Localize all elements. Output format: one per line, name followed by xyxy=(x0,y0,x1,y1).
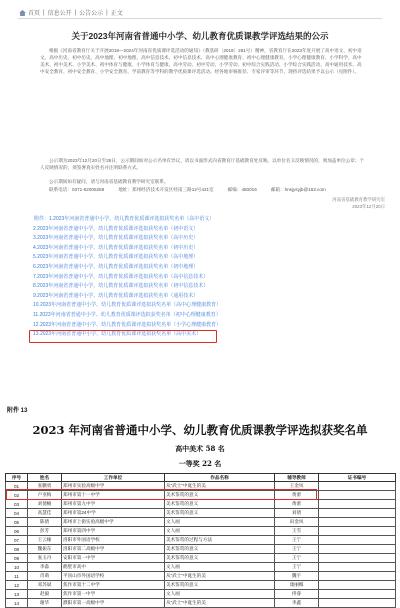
table-cell: 李淼 xyxy=(28,563,62,572)
notice-paragraph: 公示期为2023年12月20日至26日，公示期间如对公示名单有异议，请以书面形式向省教育厅基础教育处反映。以单位名义反映情况的，须加盖单位公章；个人反映情况的，须签署真实姓名并注明联系方式。 xyxy=(40,158,364,170)
prize-heading: 一等奖 22 名 xyxy=(178,459,222,468)
table-cell xyxy=(319,563,396,572)
table-cell: 郑州市第九中学 xyxy=(62,500,165,509)
col-header: 姓名 xyxy=(28,474,62,482)
table-cell: 06 xyxy=(6,527,28,536)
postcode: 邮编：450016 xyxy=(227,187,257,192)
col-header: 工作单位 xyxy=(62,474,165,482)
table-cell: 邓苏斌 xyxy=(28,581,62,590)
table-cell: 彭芳 xyxy=(28,527,62,536)
table-cell: 文人画 xyxy=(165,527,275,536)
table-header xyxy=(6,474,396,482)
highlight-box xyxy=(6,489,317,500)
table-cell: 王宁 xyxy=(275,536,319,545)
table-row xyxy=(6,527,396,536)
attachment-link[interactable]: 13.2023年河南省普通中小学、幼儿教育优质课评选拟获奖名单（高中美术） xyxy=(33,331,202,338)
table-cell xyxy=(319,536,396,545)
table-cell: 从“武士”中诞生的美 xyxy=(165,482,275,491)
contact-info xyxy=(49,187,326,193)
table-cell: 10 xyxy=(6,563,28,572)
table-cell: 张鹏勇 xyxy=(28,482,62,491)
table-row xyxy=(6,581,396,590)
col-header: 辅导教师 xyxy=(275,474,319,482)
breadcrumb-home[interactable]: 首页 xyxy=(28,11,41,17)
table-row xyxy=(6,500,396,509)
table-cell: 美术鉴赏的意义 xyxy=(165,545,275,554)
table-cell: 王宁 xyxy=(275,563,319,572)
breadcrumb-notice[interactable]: 公告公示 xyxy=(79,11,104,17)
table-cell: 洛阳市第二高级中学 xyxy=(62,545,165,554)
table-cell: 文人画 xyxy=(165,590,275,599)
table-cell: 王雪 xyxy=(275,527,319,536)
col-header: 序号 xyxy=(6,474,28,482)
table-row xyxy=(6,536,396,545)
table-cell: 平顶山市外国语学校 xyxy=(62,572,165,581)
table-cell: 文人画 xyxy=(165,563,275,572)
table-cell: 魏振东 xyxy=(28,545,62,554)
table-cell: 郑州市上街实验高级中学 xyxy=(62,518,165,527)
table-cell: 美术鉴赏的意义 xyxy=(165,509,275,518)
table-cell: 谢华 xyxy=(28,599,62,608)
table-cell: 美术鉴赏的意义 xyxy=(165,491,275,500)
table-cell: 魏宇 xyxy=(275,572,319,581)
table-cell xyxy=(319,482,396,491)
signature-date: 2023年12月20日 xyxy=(352,204,385,209)
table-cell: 01 xyxy=(6,482,28,491)
table-cell: 卢亚梅 xyxy=(28,491,62,500)
table-cell xyxy=(319,500,396,509)
signature-org: 河南省基础教育教学研究室 xyxy=(332,197,385,202)
attachment-link[interactable]: 6.2023年河南省普通中小学、幼儿教育优质课评选拟获奖名单（初中地理） xyxy=(33,264,199,270)
table-cell: 刘倩 xyxy=(275,509,319,518)
table-cell: 濮阳市第一高级中学 xyxy=(62,599,165,608)
subject-heading: 高中美术 58 名 xyxy=(175,444,225,453)
table-cell: 田金凤 xyxy=(275,518,319,527)
table-row xyxy=(6,509,396,518)
attachment-link[interactable]: 4.2023年河南省普通中小学、幼儿教育优质课评选拟获奖名单（初中历史） xyxy=(33,244,199,251)
table-cell: 13 xyxy=(6,590,28,599)
col-header: 作品名称 xyxy=(165,474,275,482)
table-row xyxy=(6,572,396,581)
table-cell: 02 xyxy=(6,491,28,500)
notice-title: 关于2023年河南省普通中小学、幼儿教育优质课教学评选结果的公示 xyxy=(71,31,329,41)
table-row xyxy=(6,554,396,563)
table-cell: 洛阳市外国语学校 xyxy=(62,536,165,545)
table-cell: 11 xyxy=(6,572,28,581)
table-cell xyxy=(319,581,396,590)
table-cell: 黄蕾 xyxy=(275,500,319,509)
table-cell: 04 xyxy=(6,509,28,518)
table-cell xyxy=(319,545,396,554)
table-cell: 王宁 xyxy=(275,554,319,563)
table-cell: 王金凤 xyxy=(275,482,319,491)
phone: 0371-62005268 xyxy=(71,187,105,192)
attachment-link[interactable]: 10.2023年河南省普通中小学、幼儿教育优质课评选拟获奖名单（高中心理健康教育） xyxy=(33,302,222,309)
attachment-link[interactable]: 2.2023年河南省普通中小学、幼儿教育优质课评选拟获奖名单（初中语文） xyxy=(33,225,199,232)
table-cell: 08 xyxy=(6,545,28,554)
notice-paragraph: 公示期间如有疑问，请与河南省基础教育教学研究室联系。 xyxy=(49,179,169,184)
table-cell: 05 xyxy=(6,518,28,527)
table-cell: 高慧佳 xyxy=(28,509,62,518)
table-cell: 刘倩楠 xyxy=(28,500,62,509)
table-cell: 张玉丹 xyxy=(28,554,62,563)
table-cell: 鹤壁市高中 xyxy=(62,563,165,572)
table-row xyxy=(6,563,396,572)
breadcrumb-info[interactable]: 信息公开 xyxy=(47,11,72,17)
attachment-label: 附件 13 xyxy=(7,408,28,414)
table-cell: 从“武士”中诞生的美 xyxy=(165,572,275,581)
table-cell: 王宁 xyxy=(275,545,319,554)
table-cell: 文人画 xyxy=(165,518,275,527)
highlight-box xyxy=(29,330,217,343)
attachment-link[interactable]: 3.2023年河南省普通中小学、幼儿教育优质课评选拟获奖名单（高中历史） xyxy=(33,235,199,242)
table-cell: 赵毅 xyxy=(28,590,62,599)
table-cell xyxy=(319,554,396,563)
table-cell: 12 xyxy=(6,581,28,590)
table-cell: 美术鉴赏的过程与方法 xyxy=(165,536,275,545)
notice-paragraph: 根据《河南省教育厅关于开展2019—2024年河南省优质课评选活动的通知》（教基研〔2019〕261号）精神，省教育厅在2023年度开展了高中语文、初中语文、高中历史、初中历史、高中地理、初中地理、高中信息技术、初中信息技术、高中心理健康教育、初中心理健康教育、小学心理健康教育、小学科学、高中美术、初中美术、小学美术、初中体育与健康、小学体育与健康、高中劳动、初中劳动、小学劳动、初中综合实践活动、小学综合实践活动、高中通用技术、高中安全教育、初中安全教育、小学安全教育、学前教育等学科的教学优质课评选活动。经各地审核推荐、专家评审等环节，现将评选结果予以公示（见附件）。 xyxy=(40,48,362,74)
table-cell: 郑州市第四中学 xyxy=(62,527,165,536)
table-cell: 焦作市第一中学 xyxy=(62,590,165,599)
attachment-link[interactable]: 8.2023年河南省普通中小学、幼儿教育优质课评选拟获奖名单（初中信息技术） xyxy=(33,283,209,290)
col-header: 证书编号 xyxy=(319,474,396,482)
table-cell: 郑州市第十一中学 xyxy=(62,491,165,500)
attachment-link[interactable]: 11.2023年河南省普通中小学、幼儿教育优质课评选拟获奖名单（初中心理健康教育） xyxy=(33,312,221,318)
table-cell: 黄蕾 xyxy=(275,491,319,500)
attachment-link[interactable]: 5.2023年河南省普通中小学、幼儿教育优质课评选拟获奖名单（高中地理） xyxy=(33,254,199,261)
table-cell: 佟睿 xyxy=(275,590,319,599)
home-icon xyxy=(19,10,26,16)
table-row xyxy=(6,590,396,599)
table-cell: 焦作市第十二中学 xyxy=(62,581,165,590)
table-cell xyxy=(319,527,396,536)
attachment-link[interactable]: 附件：1.2023年河南省普通中小学、幼儿教育优质课评选拟获奖名单（高中语文） xyxy=(34,216,215,222)
table-cell xyxy=(319,590,396,599)
email: 邮箱：hnsjysyjb@163.com xyxy=(270,187,326,192)
attachment-link[interactable]: 12.2023年河南省普通中小学、幼儿教育优质课评选拟获奖名单（小学心理健康教育） xyxy=(33,321,222,328)
table-row xyxy=(6,518,396,527)
table-cell: 郑州市实验高级中学 xyxy=(62,482,165,491)
table-cell: 肖萌 xyxy=(28,572,62,581)
table-cell: 李鑫 xyxy=(275,599,319,608)
table-cell: 安阳市第一中学 xyxy=(62,554,165,563)
breadcrumb: 首页 | 信息公开 | 公告公示 | 正文 xyxy=(19,8,123,17)
table-row xyxy=(6,545,396,554)
table-cell: 09 xyxy=(6,554,28,563)
table-cell xyxy=(319,518,396,527)
table-cell: 康丽娜 xyxy=(275,581,319,590)
table-cell: 美术鉴赏的意义 xyxy=(165,554,275,563)
attachment-link[interactable]: 9.2023年河南省普通中小学、幼儿教育优质课评选拟获奖名单（通用技术） xyxy=(33,292,199,299)
divider xyxy=(18,18,382,19)
table-cell: 美术鉴赏的意义 xyxy=(165,500,275,509)
table-cell: 陈倩 xyxy=(28,518,62,527)
table-cell: 郑州市第24中学 xyxy=(62,509,165,518)
document-title: 2023 年河南省普通中小学、幼儿教育优质课教学评选拟获奖名单 xyxy=(32,423,368,437)
breadcrumb-current: 正文 xyxy=(110,11,123,17)
table-cell xyxy=(319,509,396,518)
table-cell xyxy=(319,572,396,581)
attachment-link[interactable]: 7.2023年河南省普通中小学、幼儿教育优质课评选拟获奖名单（高中信息技术） xyxy=(33,273,209,280)
table-cell: 王云缘 xyxy=(28,536,62,545)
table-cell: 03 xyxy=(6,500,28,509)
table-cell: 07 xyxy=(6,536,28,545)
table-cell xyxy=(319,491,396,500)
phone-label: 联系电话： xyxy=(49,187,72,192)
table-cell: 14 xyxy=(6,599,28,608)
address: 地址：郑州经济技术开发区经南三路12号421室 xyxy=(118,187,214,192)
table-cell: 美术鉴赏的意义 xyxy=(165,581,275,590)
table-cell: 从“武士”中诞生的美 xyxy=(165,599,275,608)
